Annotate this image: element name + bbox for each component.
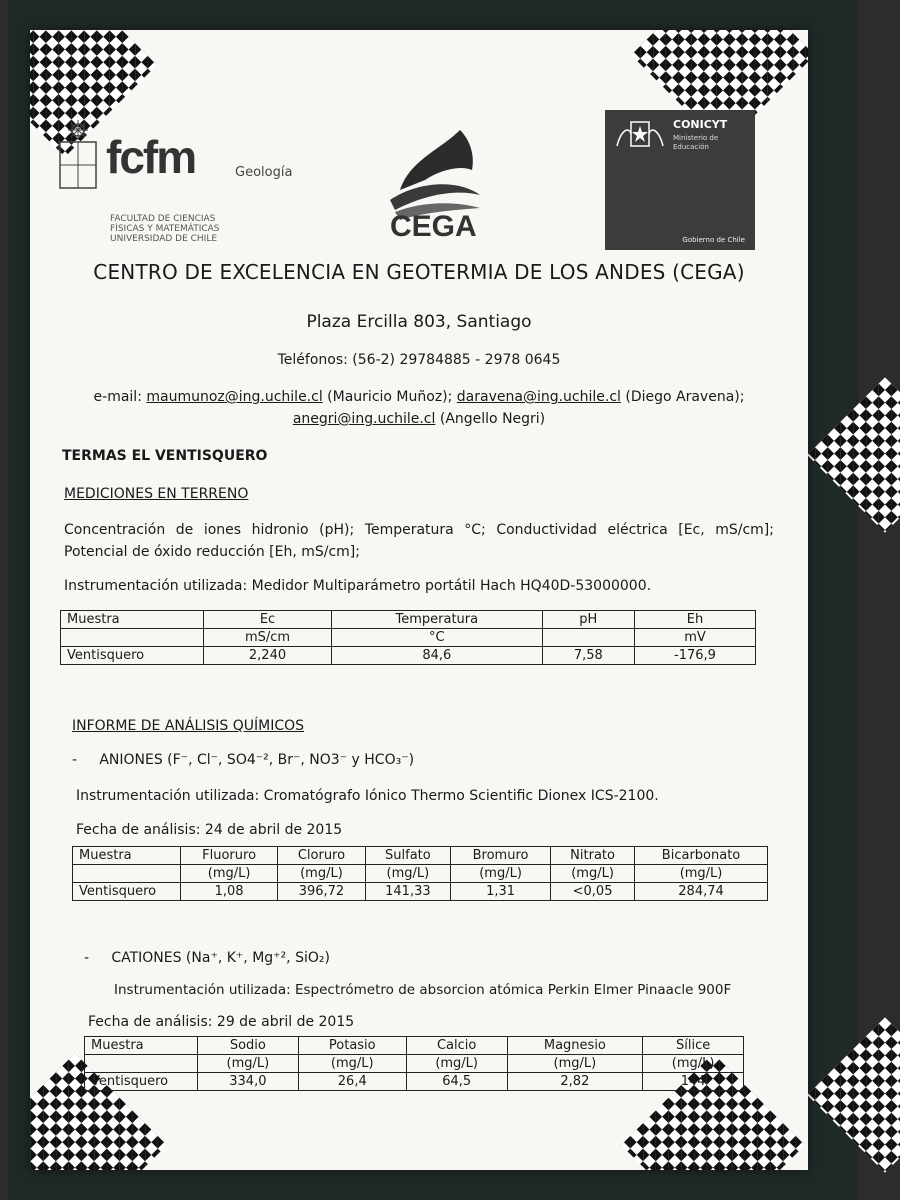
table-header-cell: Bromuro bbox=[451, 847, 551, 865]
gobierno-de-chile-label: Gobierno de Chile bbox=[682, 236, 745, 244]
table-cell bbox=[542, 629, 634, 647]
table-header-cell: Fluoruro bbox=[181, 847, 278, 865]
document-title: CENTRO DE EXCELENCIA EN GEOTERMIA DE LOS ANDES (CEGA) bbox=[93, 260, 745, 284]
table-header-cell: Calcio bbox=[406, 1037, 507, 1055]
email-link-mauricio[interactable]: maumunoz@ing.uchile.cl bbox=[146, 389, 323, 405]
table-header-cell: Bicarbonato bbox=[635, 847, 768, 865]
table-header-cell: Nitrato bbox=[551, 847, 635, 865]
table-cell: (mg/L) bbox=[198, 1055, 299, 1073]
table-cell bbox=[61, 629, 204, 647]
geologia-label: Geología bbox=[235, 165, 293, 180]
email-link-diego[interactable]: daravena@ing.uchile.cl bbox=[456, 389, 621, 405]
table-header-cell: Sulfato bbox=[365, 847, 450, 865]
cega-logo-text: CEGA bbox=[390, 210, 477, 243]
table-cell: mS/cm bbox=[204, 629, 332, 647]
table-cell: 141,33 bbox=[365, 883, 450, 901]
table-cell: (mg/L) bbox=[181, 865, 278, 883]
table-cell: (mg/L) bbox=[451, 865, 551, 883]
table-header-row bbox=[61, 611, 756, 629]
conicyt-logo bbox=[605, 110, 755, 250]
table-row bbox=[61, 647, 756, 665]
table-header-cell: Magnesio bbox=[507, 1037, 643, 1055]
table-cell: 26,4 bbox=[298, 1073, 406, 1091]
site-title: TERMAS EL VENTISQUERO bbox=[62, 448, 268, 464]
address: Plaza Ercilla 803, Santiago bbox=[306, 312, 532, 332]
field-measurements-heading: MEDICIONES EN TERRENO bbox=[64, 486, 249, 502]
table-cell: (mg/L) bbox=[635, 865, 768, 883]
email-contacts: e-mail: maumunoz@ing.uchile.cl (Mauricio Muñoz); daravena@ing.uchile.cl (Diego Aravena); anegri@ing.uchile.cl (Angello Negri) bbox=[93, 389, 745, 427]
table-header-row bbox=[73, 847, 768, 865]
header-logos bbox=[50, 110, 788, 270]
table-cell: 144 bbox=[643, 1073, 744, 1091]
table-cell: 396,72 bbox=[278, 883, 366, 901]
chemical-analysis-heading: INFORME DE ANÁLISIS QUÍMICOS bbox=[72, 718, 305, 734]
table-header-cell: pH bbox=[542, 611, 634, 629]
table-units-row bbox=[61, 629, 756, 647]
table-cell: mV bbox=[635, 629, 756, 647]
table-header-cell: Muestra bbox=[61, 611, 204, 629]
cationes-label: - CATIONES (Na⁺, K⁺, Mg⁺², SiO₂) bbox=[84, 950, 330, 966]
table-cell: Ventisquero bbox=[61, 647, 204, 665]
cationes-instrument: Instrumentación utilizada: Espectrómetro de absorcion atómica Perkin Elmer Pinaacle 900F bbox=[114, 982, 732, 998]
table-cell bbox=[73, 865, 181, 883]
table-cell: Ventisquero bbox=[85, 1073, 198, 1091]
table-cell: 7,58 bbox=[542, 647, 634, 665]
aniones-date: Fecha de análisis: 24 de abril de 2015 bbox=[76, 822, 343, 838]
aniones-label: - ANIONES (F⁻, Cl⁻, SO4⁻², Br⁻, NO3⁻ y HCO₃⁻) bbox=[72, 752, 415, 768]
table-header-row bbox=[85, 1037, 744, 1055]
aniones-table bbox=[72, 846, 768, 901]
cationes-table bbox=[84, 1036, 744, 1091]
fcfm-logo-text: fcfm bbox=[106, 131, 196, 183]
table-cell: (mg/L) bbox=[406, 1055, 507, 1073]
table-row bbox=[85, 1073, 744, 1091]
table-header-cell: Temperatura bbox=[332, 611, 543, 629]
table-units-row bbox=[85, 1055, 744, 1073]
table-header-cell: Potasio bbox=[298, 1037, 406, 1055]
table-cell: 84,6 bbox=[332, 647, 543, 665]
table-cell: (mg/L) bbox=[551, 865, 635, 883]
phone-numbers: Teléfonos: (56-2) 29784885 - 2978 0645 bbox=[277, 352, 561, 368]
table-cell: <0,05 bbox=[551, 883, 635, 901]
table-row bbox=[73, 883, 768, 901]
facultad-label: FACULTAD DE CIENCIAS FÍSICAS Y MATEMÁTICAS UNIVERSIDAD DE CHILE bbox=[110, 214, 220, 244]
table-header-cell: Ec bbox=[204, 611, 332, 629]
conicyt-subtitle: Ministerio de Educación bbox=[673, 134, 719, 151]
cationes-date: Fecha de análisis: 29 de abril de 2015 bbox=[88, 1014, 355, 1030]
table-cell: (mg/L) bbox=[365, 865, 450, 883]
table-cell: (mg/L) bbox=[278, 865, 366, 883]
field-measurements-table bbox=[60, 610, 756, 665]
document-sheet bbox=[30, 30, 808, 1170]
universidad-de-chile-emblem-icon bbox=[56, 120, 100, 190]
table-cell: Ventisquero bbox=[73, 883, 181, 901]
email-link-angello[interactable]: anegri@ing.uchile.cl bbox=[292, 411, 436, 427]
table-cell: 2,82 bbox=[507, 1073, 643, 1091]
table-header-cell: Sodio bbox=[198, 1037, 299, 1055]
chile-coat-of-arms-icon bbox=[613, 116, 667, 156]
table-cell: 334,0 bbox=[198, 1073, 299, 1091]
table-cell: 64,5 bbox=[406, 1073, 507, 1091]
table-header-cell: Muestra bbox=[73, 847, 181, 865]
table-cell bbox=[85, 1055, 198, 1073]
table-header-cell: Eh bbox=[635, 611, 756, 629]
table-header-cell: Cloruro bbox=[278, 847, 366, 865]
table-units-row bbox=[73, 865, 768, 883]
table-header-cell: Muestra bbox=[85, 1037, 198, 1055]
table-cell: °C bbox=[332, 629, 543, 647]
field-measurements-description: Concentración de iones hidronio (pH); Temperatura °C; Conductividad eléctrica [Ec, mS/cm]; Potencial de óxido reducción [Eh, mS/cm]; bbox=[64, 522, 774, 560]
table-cell: 1,31 bbox=[451, 883, 551, 901]
table-cell: 284,74 bbox=[635, 883, 768, 901]
conicyt-name: CONICYT bbox=[673, 118, 728, 131]
table-header-cell: Sílice bbox=[643, 1037, 744, 1055]
field-instrument: Instrumentación utilizada: Medidor Multiparámetro portátil Hach HQ40D-53000000. bbox=[64, 578, 652, 594]
table-cell: (mg/L) bbox=[643, 1055, 744, 1073]
table-cell: 2,240 bbox=[204, 647, 332, 665]
table-cell: (mg/L) bbox=[507, 1055, 643, 1073]
table-cell: 1,08 bbox=[181, 883, 278, 901]
aniones-instrument: Instrumentación utilizada: Cromatógrafo Iónico Thermo Scientific Dionex ICS-2100. bbox=[76, 788, 659, 804]
table-cell: (mg/L) bbox=[298, 1055, 406, 1073]
table-cell: -176,9 bbox=[635, 647, 756, 665]
